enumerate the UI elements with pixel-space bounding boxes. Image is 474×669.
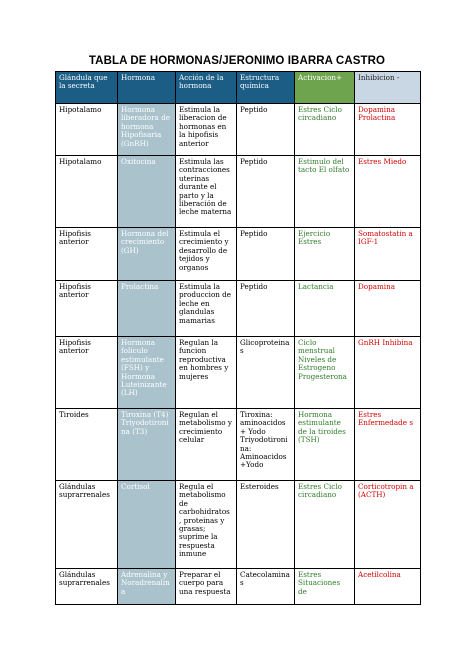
header-structure: Estructura química bbox=[237, 72, 295, 104]
cell-activation: Estres Ciclo circadiano bbox=[295, 104, 355, 156]
cell-structure: Peptido bbox=[237, 228, 295, 281]
hormone-table bbox=[55, 71, 421, 605]
cell-inhibition: GnRH Inhibina bbox=[355, 337, 421, 409]
cell-structure: Peptido bbox=[237, 281, 295, 337]
cell-action: Estimula la liberacion de hormonas en la hipofisis anterior bbox=[176, 104, 237, 156]
cell-gland: Hipofisis anterior bbox=[56, 228, 118, 281]
table-row bbox=[56, 569, 421, 605]
cell-gland: Glándulas suprarrenales bbox=[56, 481, 118, 569]
cell-structure: Esteroides bbox=[237, 481, 295, 569]
table-row bbox=[56, 337, 421, 409]
header-inhibition: Inhibicion - bbox=[355, 72, 421, 104]
cell-hormone: Tiroxina (T4) Triyodotironi na (T3) bbox=[118, 409, 176, 481]
cell-inhibition: Somatostatin a IGF-1 bbox=[355, 228, 421, 281]
table-row bbox=[56, 156, 421, 228]
cell-action: Regulan el metabolismo y crecimiento celular bbox=[176, 409, 237, 481]
cell-inhibition: Acetilcolina bbox=[355, 569, 421, 605]
cell-gland: Hipotalamo bbox=[56, 104, 118, 156]
cell-structure: Tiroxina: aminoacidos+ Yodo Triyodotironina: Aminoacidos +Yodo bbox=[237, 409, 295, 481]
cell-activation: Hormona estimulante de la tiroides (TSH) bbox=[295, 409, 355, 481]
cell-hormone: Adrenalina y Noradrenalin a bbox=[118, 569, 176, 605]
cell-inhibition: Dopamina bbox=[355, 281, 421, 337]
header-gland: Glándula que la secreta bbox=[56, 72, 118, 104]
cell-structure: Glicoproteina s bbox=[237, 337, 295, 409]
header-action: Acción de la hormona bbox=[176, 72, 237, 104]
cell-hormone: Hormona folículo estimulante (FSH) y Hormona Luteinizante (LH) bbox=[118, 337, 176, 409]
table-header-row bbox=[56, 72, 421, 104]
cell-inhibition: Corticotropin a (ACTH) bbox=[355, 481, 421, 569]
cell-action: Estimula el crecimiento y desarrollo de tejidos y organos bbox=[176, 228, 237, 281]
header-hormone: Hormona bbox=[118, 72, 176, 104]
cell-structure: Peptido bbox=[237, 156, 295, 228]
cell-hormone: Hormona liberadora de hormona Hipofisaria (GnRH) bbox=[118, 104, 176, 156]
cell-inhibition: Estres Enfermedade s bbox=[355, 409, 421, 481]
cell-action: Estimula las contracciones uterinas durante el parto y la liberación de leche materna bbox=[176, 156, 237, 228]
cell-hormone: Prolactina bbox=[118, 281, 176, 337]
cell-inhibition: Estres Miedo bbox=[355, 156, 421, 228]
cell-structure: Catecolamina s bbox=[237, 569, 295, 605]
cell-activation: Lactancia bbox=[295, 281, 355, 337]
cell-hormone: Hormona del crecimiento (GH) bbox=[118, 228, 176, 281]
cell-structure: Peptido bbox=[237, 104, 295, 156]
cell-action: Preparar el cuerpo para una respuesta bbox=[176, 569, 237, 605]
table-row bbox=[56, 281, 421, 337]
cell-action: Regula el metabolismo de carbohidratos , proteinas y grasas; suprime la respuesta inmune bbox=[176, 481, 237, 569]
cell-inhibition: Dopamina Prolactina bbox=[355, 104, 421, 156]
cell-gland: Hipofisis anterior bbox=[56, 337, 118, 409]
table-row bbox=[56, 228, 421, 281]
cell-hormone: Cortisol bbox=[118, 481, 176, 569]
cell-gland: Tiroides bbox=[56, 409, 118, 481]
cell-activation: Estres Ciclo circadiano bbox=[295, 481, 355, 569]
cell-gland: Hipofisis anterior bbox=[56, 281, 118, 337]
cell-activation: Ejercicio Estres bbox=[295, 228, 355, 281]
cell-action: Regulan la funcion reproductiva en hombres y mujeres bbox=[176, 337, 237, 409]
header-activation: Activacion+ bbox=[295, 72, 355, 104]
cell-gland: Hipotalamo bbox=[56, 156, 118, 228]
table-row bbox=[56, 409, 421, 481]
cell-gland: Glándulas suprarrenales bbox=[56, 569, 118, 605]
cell-hormone: Oxitocina bbox=[118, 156, 176, 228]
table-row bbox=[56, 481, 421, 569]
cell-action: Estimula la produccion de leche en glandulas mamarias bbox=[176, 281, 237, 337]
cell-activation: Ciclo menstrual Niveles de Estrogeno Progesterona bbox=[295, 337, 355, 409]
cell-activation: Estimulo del tacto El olfato bbox=[295, 156, 355, 228]
table-row bbox=[56, 104, 421, 156]
document-title: TABLA DE HORMONAS/JERONIMO IBARRA CASTRO bbox=[88, 55, 386, 67]
cell-activation: Estres Situaciones de bbox=[295, 569, 355, 605]
